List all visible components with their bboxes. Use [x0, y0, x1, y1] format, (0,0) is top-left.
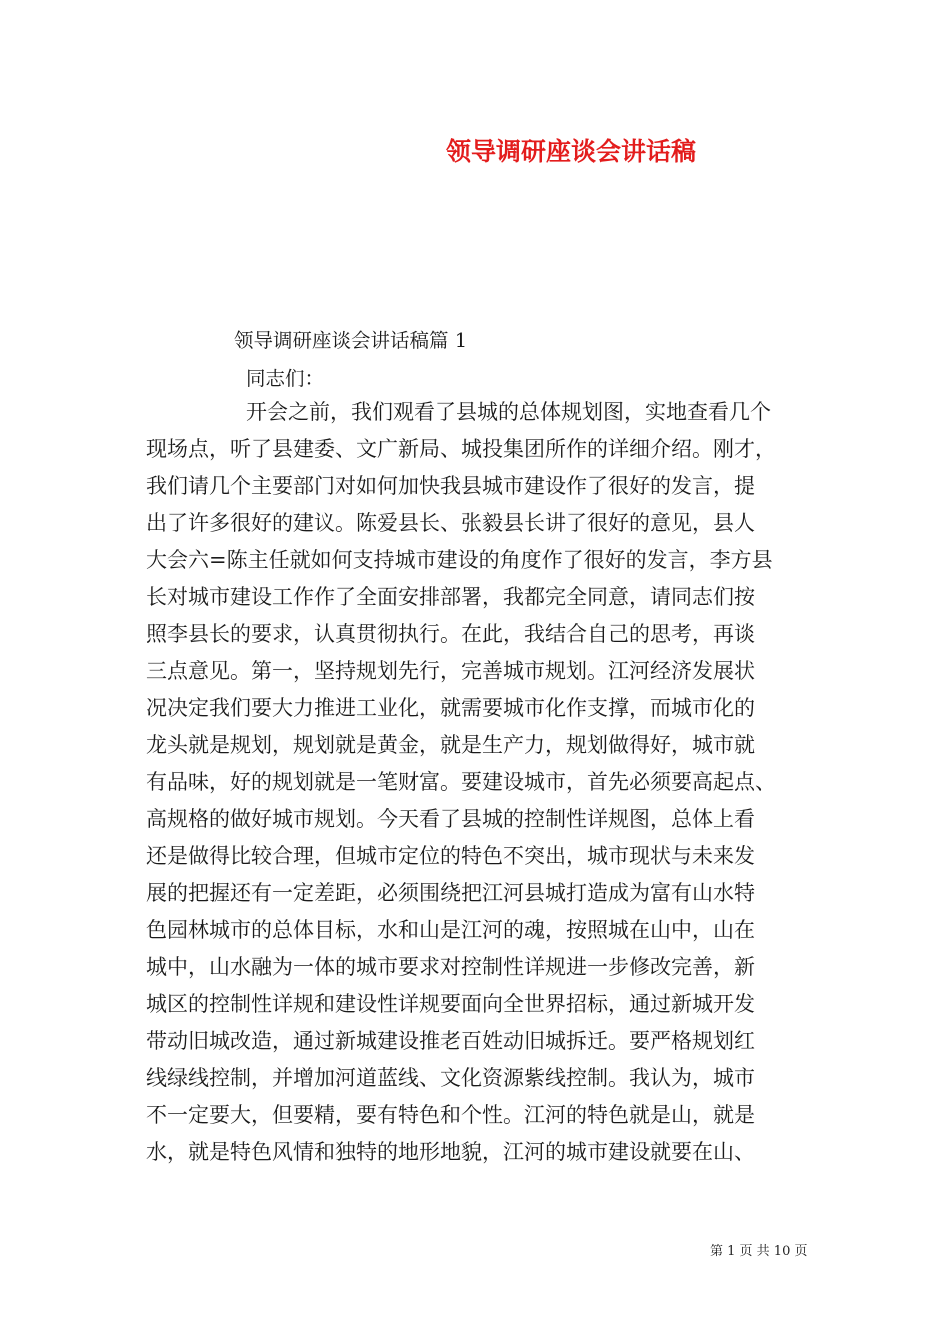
body-line: 况决定我们要大力推进工业化，就需要城市化作支撑，而城市化的 — [146, 696, 755, 720]
body-line: 我们请几个主要部门对如何加快我县城市建设作了很好的发言，提 — [146, 474, 755, 498]
body-line: 三点意见。第一，坚持规划先行，完善城市规划。江河经济发展状 — [146, 659, 755, 683]
body-line: 城中，山水融为一体的城市要求对控制性详规进一步修改完善，新 — [146, 955, 755, 979]
body-line: 开会之前，我们观看了县城的总体规划图，实地查看几个 — [246, 400, 771, 424]
body-line: 照李县长的要求，认真贯彻执行。在此，我结合自己的思考，再谈 — [146, 622, 755, 646]
body-line: 出了许多很好的建议。陈爱县长、张毅县长讲了很好的意见，县人 — [146, 511, 755, 535]
section-subtitle: 领导调研座谈会讲话稿篇 1 — [234, 329, 468, 352]
body-line: 大会六=陈主任就如何支持城市建设的角度作了很好的发言，李方县 — [146, 548, 773, 572]
body-line: 长对城市建设工作作了全面安排部署，我都完全同意，请同志们按 — [146, 585, 755, 609]
body-line: 水，就是特色风情和独特的地形地貌，江河的城市建设就要在山、 — [146, 1140, 755, 1164]
body-line: 带动旧城改造，通过新城建设推老百姓动旧城拆迁。要严格规划红 — [146, 1029, 755, 1053]
body-line: 城区的控制性详规和建设性详规要面向全世界招标，通过新城开发 — [146, 992, 755, 1016]
body-line: 不一定要大，但要精，要有特色和个性。江河的特色就是山，就是 — [146, 1103, 755, 1127]
body-line: 展的把握还有一定差距，必须围绕把江河县城打造成为富有山水特 — [146, 881, 755, 905]
body-line: 现场点，听了县建委、文广新局、城投集团所作的详细介绍。刚才， — [146, 437, 776, 461]
body-line: 龙头就是规划，规划就是黄金，就是生产力，规划做得好，城市就 — [146, 733, 755, 757]
body-line: 色园林城市的总体目标，水和山是江河的魂，按照城在山中，山在 — [146, 918, 755, 942]
body-line: 还是做得比较合理，但城市定位的特色不突出，城市现状与未来发 — [146, 844, 755, 868]
salutation: 同志们： — [246, 367, 325, 390]
page-number-footer: 第 1 页 共 10 页 — [710, 1244, 808, 1259]
body-line: 线绿线控制，并增加河道蓝线、文化资源紫线控制。我认为，城市 — [146, 1066, 755, 1090]
body-line: 有品味，好的规划就是一笔财富。要建设城市，首先必须要高起点、 — [146, 770, 776, 794]
document-title: 领导调研座谈会讲话稿 — [446, 137, 697, 166]
body-line: 高规格的做好城市规划。今天看了县城的控制性详规图，总体上看 — [146, 807, 755, 831]
